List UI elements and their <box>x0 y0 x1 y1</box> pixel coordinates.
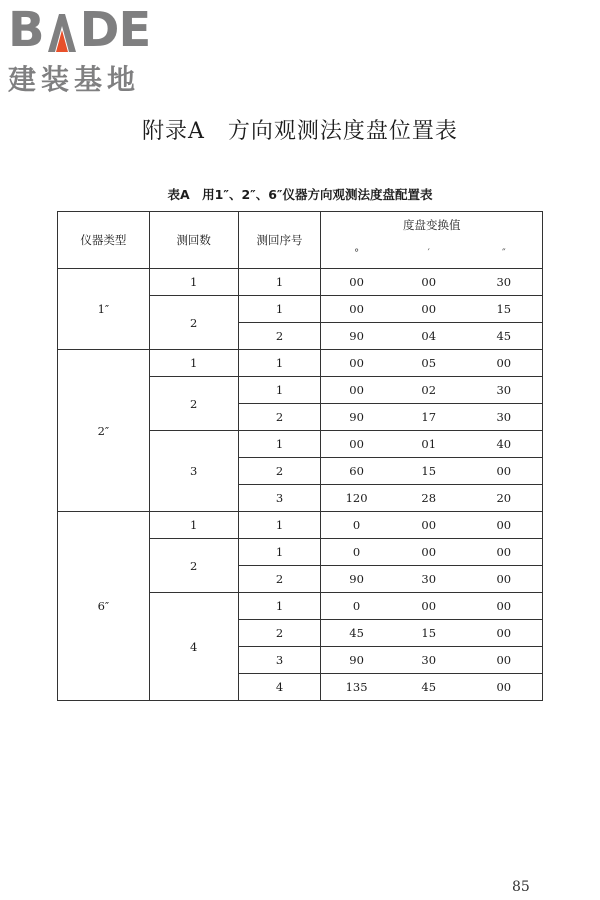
table-row <box>58 512 543 539</box>
cell-round-number: 1 <box>238 512 321 539</box>
cell-degree: 90 <box>321 404 392 431</box>
cell-minute: 00 <box>392 539 466 566</box>
logo-subtitle: 建装基地 <box>8 63 141 96</box>
cell-round-number: 2 <box>238 620 321 647</box>
cell-round-number: 2 <box>238 566 321 593</box>
cell-round-number: 1 <box>238 350 321 377</box>
cell-degree: 0 <box>321 593 392 620</box>
cell-second: 00 <box>466 512 543 539</box>
cell-instrument-type: 6″ <box>58 512 150 701</box>
cell-second: 30 <box>466 377 543 404</box>
cell-second: 45 <box>466 323 543 350</box>
cell-minute: 00 <box>392 593 466 620</box>
table-header-row <box>58 212 543 239</box>
cell-minute: 30 <box>392 647 466 674</box>
cell-degree: 120 <box>321 485 392 512</box>
cell-round-number: 1 <box>238 377 321 404</box>
cell-round-number: 1 <box>238 296 321 323</box>
cell-rounds-count: 3 <box>149 431 238 512</box>
cell-round-number: 1 <box>238 539 321 566</box>
cell-second: 00 <box>466 458 543 485</box>
cell-rounds-count: 4 <box>149 593 238 701</box>
cell-round-number: 2 <box>238 458 321 485</box>
cell-degree: 45 <box>321 620 392 647</box>
cell-second: 00 <box>466 539 543 566</box>
header-setting-value: 度盘变换值 <box>321 212 543 239</box>
cell-minute: 45 <box>392 674 466 701</box>
logo-letters-right: DE <box>79 2 151 58</box>
page-title: 附录A 方向观测法度盘位置表 <box>142 119 458 144</box>
cell-minute: 02 <box>392 377 466 404</box>
setting-table <box>57 211 543 701</box>
cell-instrument-type: 1″ <box>58 269 150 350</box>
cell-degree: 00 <box>321 431 392 458</box>
cell-rounds-count: 1 <box>149 512 238 539</box>
cell-instrument-type: 2″ <box>58 350 150 512</box>
cell-second: 00 <box>466 566 543 593</box>
cell-round-number: 3 <box>238 485 321 512</box>
cell-round-number: 1 <box>238 269 321 296</box>
cell-second: 00 <box>466 593 543 620</box>
cell-minute: 15 <box>392 458 466 485</box>
cell-degree: 90 <box>321 323 392 350</box>
cell-degree: 90 <box>321 647 392 674</box>
header-round-number: 测回序号 <box>238 212 321 269</box>
cell-round-number: 1 <box>238 431 321 458</box>
cell-minute: 00 <box>392 269 466 296</box>
cell-rounds-count: 1 <box>149 269 238 296</box>
logo-wordmark <box>8 2 151 58</box>
logo-a-mark-icon <box>45 10 79 54</box>
cell-degree: 0 <box>321 539 392 566</box>
cell-degree: 60 <box>321 458 392 485</box>
cell-minute: 01 <box>392 431 466 458</box>
cell-minute: 17 <box>392 404 466 431</box>
cell-rounds-count: 2 <box>149 377 238 431</box>
cell-second: 30 <box>466 269 543 296</box>
cell-minute: 05 <box>392 350 466 377</box>
cell-second: 20 <box>466 485 543 512</box>
cell-minute: 00 <box>392 512 466 539</box>
cell-rounds-count: 2 <box>149 539 238 593</box>
cell-minute: 00 <box>392 296 466 323</box>
cell-degree: 135 <box>321 674 392 701</box>
cell-second: 00 <box>466 350 543 377</box>
header-rounds-count: 测回数 <box>149 212 238 269</box>
cell-second: 00 <box>466 647 543 674</box>
header-instrument-type: 仪器类型 <box>58 212 150 269</box>
page-number: 85 <box>512 879 530 895</box>
cell-degree: 00 <box>321 377 392 404</box>
cell-degree: 90 <box>321 566 392 593</box>
cell-degree: 00 <box>321 296 392 323</box>
cell-round-number: 3 <box>238 647 321 674</box>
table-row <box>58 269 543 296</box>
cell-second: 30 <box>466 404 543 431</box>
cell-second: 40 <box>466 431 543 458</box>
cell-second: 15 <box>466 296 543 323</box>
table-row <box>58 350 543 377</box>
cell-degree: 00 <box>321 269 392 296</box>
cell-minute: 30 <box>392 566 466 593</box>
cell-second: 00 <box>466 674 543 701</box>
cell-round-number: 1 <box>238 593 321 620</box>
table-caption: 表A 用1″、2″、6″仪器方向观测法度盘配置表 <box>167 187 433 202</box>
bade-logo <box>8 2 151 98</box>
cell-round-number: 2 <box>238 404 321 431</box>
cell-minute: 15 <box>392 620 466 647</box>
cell-minute: 04 <box>392 323 466 350</box>
header-second-unit: ″ <box>466 239 543 269</box>
header-minute-unit: ′ <box>392 239 466 269</box>
cell-rounds-count: 1 <box>149 350 238 377</box>
cell-round-number: 2 <box>238 323 321 350</box>
header-degree-unit: ° <box>321 239 392 269</box>
cell-degree: 0 <box>321 512 392 539</box>
cell-rounds-count: 2 <box>149 296 238 350</box>
cell-round-number: 4 <box>238 674 321 701</box>
logo-letter-left: B <box>8 2 44 58</box>
cell-second: 00 <box>466 620 543 647</box>
cell-minute: 28 <box>392 485 466 512</box>
cell-degree: 00 <box>321 350 392 377</box>
